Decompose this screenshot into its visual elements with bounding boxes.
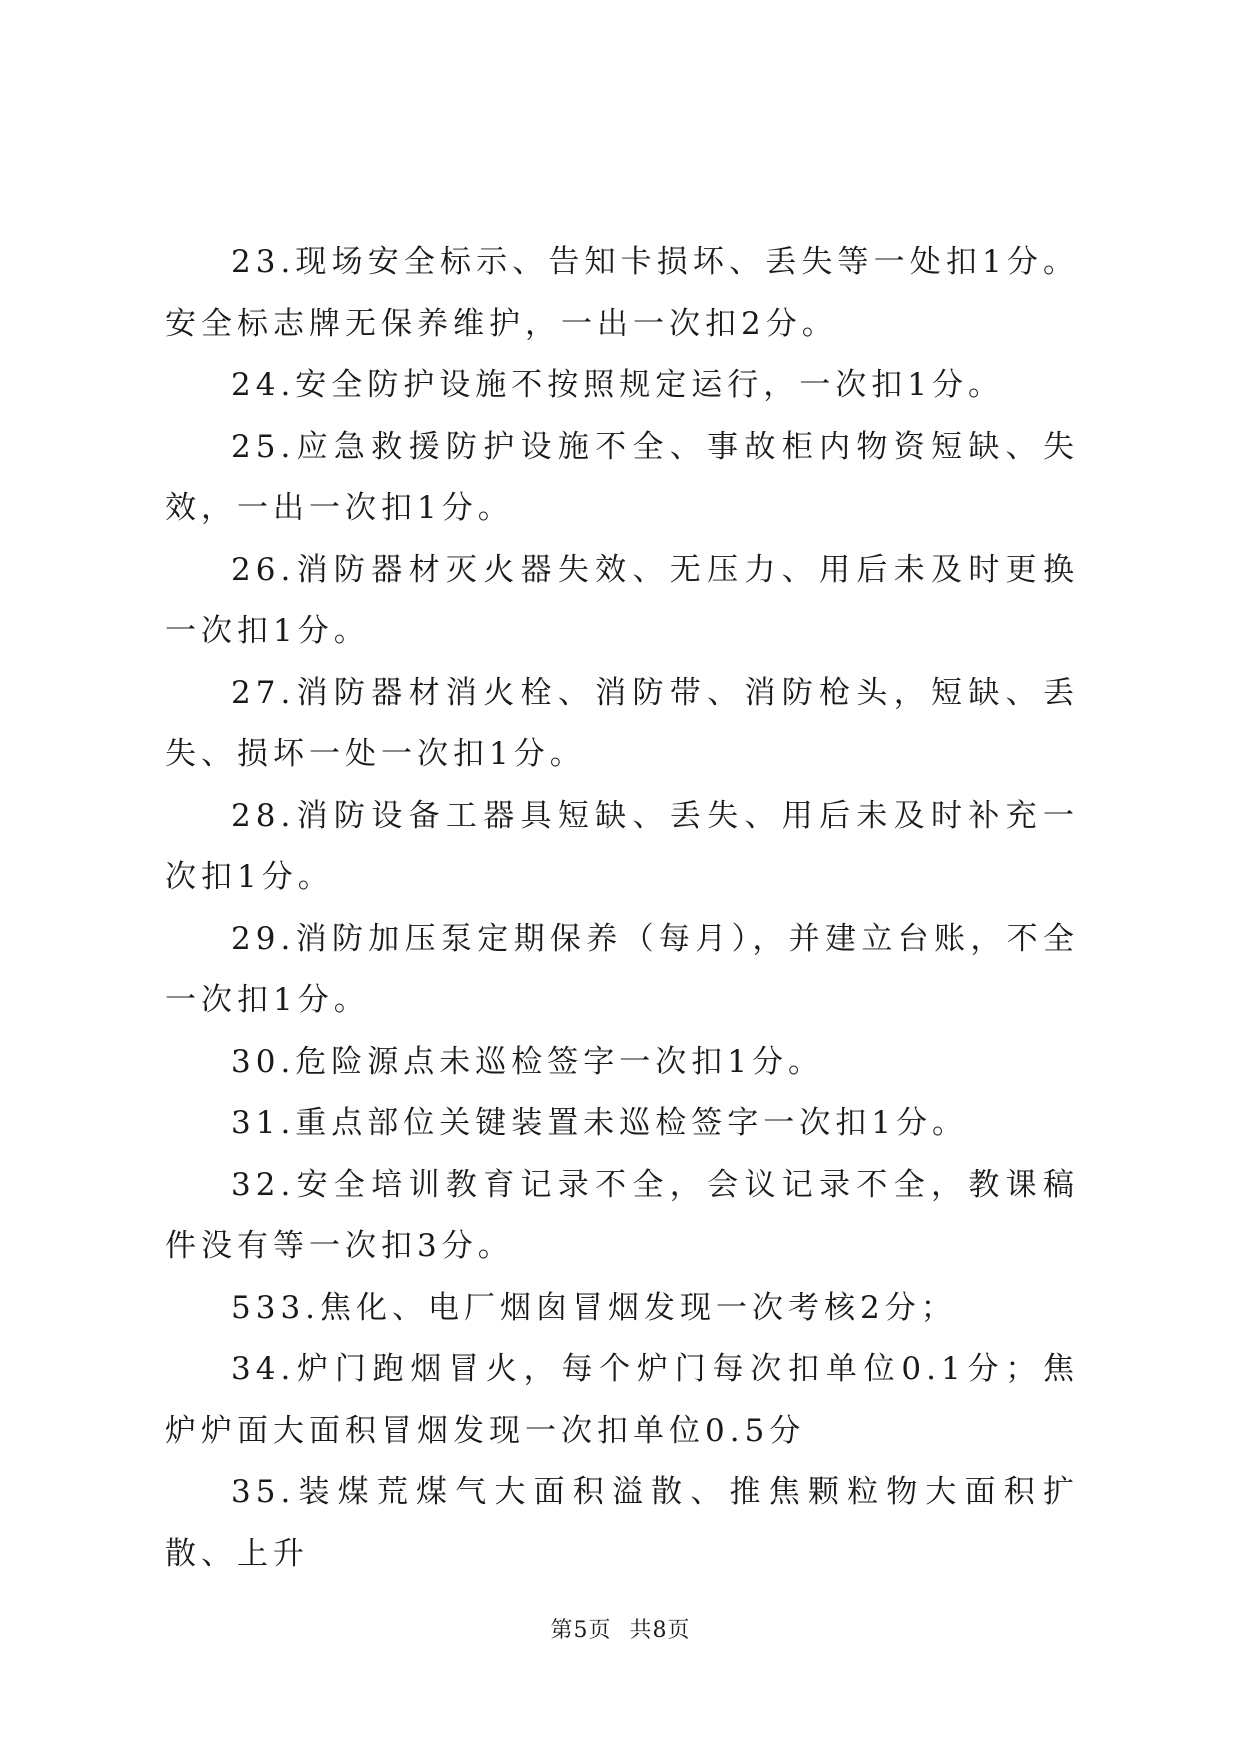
paragraph-24: 24.安全防护设施不按照规定运行，一次扣1分。	[231, 367, 1005, 403]
paragraph-29: 29.消防加压泵定期保养（每月），并建立台账，不全一次扣1分。	[165, 920, 1079, 1018]
paragraph-31: 31.重点部位关键装置未巡检签字一次扣1分。	[231, 1105, 969, 1141]
paragraph-35: 35.装煤荒煤气大面积溢散、推焦颗粒物大面积扩散、上升	[165, 1474, 1079, 1572]
paragraph-26: 26.消防器材灭火器失效、无压力、用后未及时更换一次扣1分。	[165, 551, 1079, 649]
paragraph-28: 28.消防设备工器具短缺、丢失、用后未及时补充一次扣1分。	[165, 797, 1079, 895]
page-number: 第5页	[550, 1618, 612, 1643]
page-footer	[0, 1616, 1241, 1646]
document-body	[165, 232, 1079, 1585]
paragraph-33: 533.焦化、电厂烟囱冒烟发现一次考核2分；	[231, 1289, 957, 1326]
paragraph-30: 30.危险源点未巡检签字一次扣1分。	[231, 1043, 825, 1080]
paragraph-32: 32.安全培训教育记录不全，会议记录不全，教课稿件没有等一次扣3分。	[165, 1166, 1079, 1264]
paragraph-23: 23.现场安全标示、告知卡损坏、丢失等一处扣1分。安全标志牌无保养维护，一出一次扣2分。	[165, 244, 1079, 342]
paragraph-34: 34.炉门跑烟冒火，每个炉门每次扣单位0.1分；焦炉炉面大面积冒烟发现一次扣单位0.5分	[165, 1351, 1079, 1449]
page-total: 共8页	[629, 1618, 691, 1643]
paragraph-25: 25.应急救援防护设施不全、事故柜内物资短缺、失效，一出一次扣1分。	[165, 428, 1079, 526]
paragraph-27: 27.消防器材消火栓、消防带、消防枪头，短缺、丢失、损坏一处一次扣1分。	[165, 674, 1079, 772]
